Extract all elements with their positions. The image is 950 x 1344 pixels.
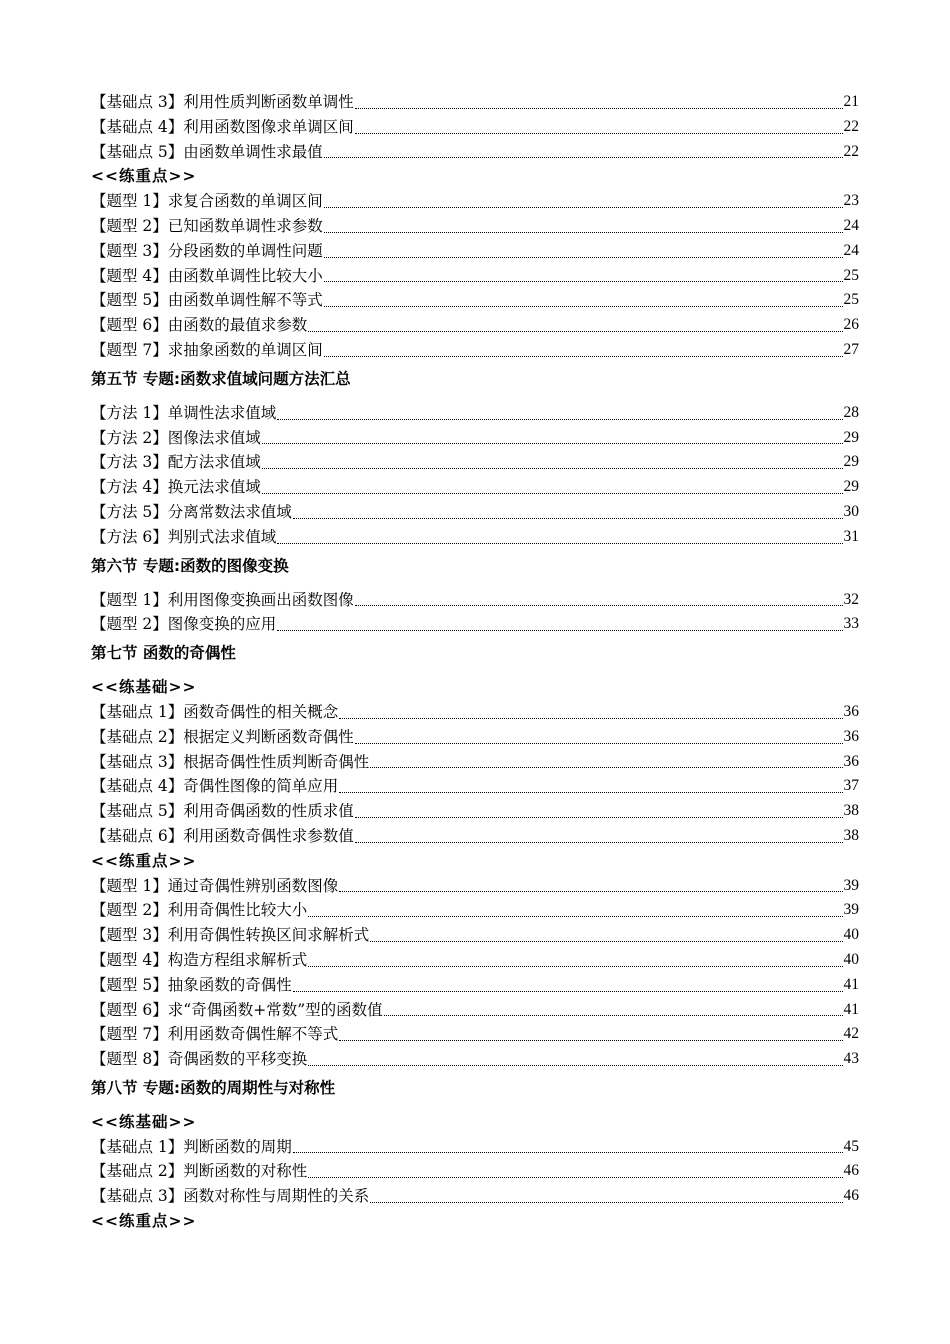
dot-leader	[308, 1065, 842, 1066]
toc-page-number: 41	[843, 975, 859, 993]
toc-entry-label: 【题型 1】通过奇偶性辨别函数图像	[91, 876, 339, 895]
toc-entry-label: 【基础点 5】利用奇偶函数的性质求值	[91, 802, 354, 821]
toc-entry-label: 【题型 5】由函数单调性解不等式	[91, 291, 323, 310]
section-heading[interactable]: 第五节 专题:函数求值域问题方法汇总	[91, 369, 351, 388]
toc-entry[interactable]	[91, 450, 859, 475]
toc-entry[interactable]	[91, 239, 859, 264]
toc-entry[interactable]	[91, 401, 859, 426]
dot-leader	[339, 792, 842, 793]
dot-leader	[308, 331, 842, 332]
dot-leader	[355, 605, 843, 606]
toc-entry-label: 【题型 4】由函数单调性比较大小	[91, 266, 323, 285]
toc-entry[interactable]	[91, 264, 859, 289]
toc-entry[interactable]	[91, 998, 859, 1023]
toc-entry-label: 【基础点 3】根据奇偶性性质判断奇偶性	[91, 752, 370, 771]
toc-entry-label: 【基础点 4】奇偶性图像的简单应用	[91, 777, 339, 796]
toc-entry-label: 【题型 2】已知函数单调性求参数	[91, 216, 323, 235]
toc-page-number: 25	[843, 291, 859, 309]
dot-leader	[277, 630, 842, 631]
toc-entry[interactable]	[91, 799, 859, 824]
toc-entry[interactable]	[91, 874, 859, 899]
toc-entry-label: 【题型 8】奇偶函数的平移变换	[91, 1050, 308, 1069]
toc-entry-label: 【题型 3】分段函数的单调性问题	[91, 241, 323, 260]
toc-entry[interactable]	[91, 313, 859, 338]
group-heading: <<练基础>>	[91, 1112, 197, 1131]
toc-page-number: 25	[843, 266, 859, 284]
dot-leader	[293, 991, 843, 992]
toc-entry[interactable]	[91, 1047, 859, 1072]
toc-entry[interactable]	[91, 189, 859, 214]
toc-entry[interactable]	[91, 1184, 859, 1209]
dot-leader	[262, 493, 843, 494]
dot-leader	[324, 207, 843, 208]
toc-entry-label: 【题型 5】抽象函数的奇偶性	[91, 975, 292, 994]
toc-entry[interactable]	[91, 426, 859, 451]
toc-entry-label: 【方法 6】判别式法求值域	[91, 527, 277, 546]
toc-entry-label: 【方法 2】图像法求值域	[91, 428, 261, 447]
toc-page-number: 21	[843, 93, 859, 110]
toc-page-number: 40	[843, 926, 859, 944]
toc-entry-label: 【基础点 3】利用性质判断函数单调性	[91, 93, 354, 111]
dot-leader	[324, 306, 843, 307]
toc-page-number: 37	[843, 777, 859, 795]
toc-page-number: 43	[843, 1050, 859, 1068]
dot-leader	[339, 718, 842, 719]
toc-page-number: 33	[843, 615, 859, 633]
toc-entry-label: 【题型 6】由函数的最值求参数	[91, 316, 308, 335]
toc-entry[interactable]	[91, 923, 859, 948]
toc-entry-label: 【基础点 5】由函数单调性求最值	[91, 142, 323, 161]
dot-leader	[355, 133, 843, 134]
toc-entry[interactable]	[91, 750, 859, 775]
toc-entry-label: 【题型 2】图像变换的应用	[91, 615, 277, 634]
dot-leader	[308, 1177, 842, 1178]
toc-page-number: 41	[843, 1000, 859, 1018]
toc-entry[interactable]	[91, 500, 859, 525]
toc-page-number: 22	[843, 142, 859, 160]
toc-page-number: 39	[843, 901, 859, 919]
toc-entry-label: 【基础点 6】利用函数奇偶性求参数值	[91, 826, 354, 845]
toc-entry[interactable]	[91, 338, 859, 363]
dot-leader	[324, 257, 843, 258]
dot-leader	[370, 941, 842, 942]
toc-entry[interactable]	[91, 140, 859, 165]
dot-leader	[384, 1015, 843, 1016]
toc-entry[interactable]	[91, 90, 859, 115]
toc-page-number: 29	[843, 428, 859, 446]
toc-page-number: 38	[843, 826, 859, 844]
toc-entry[interactable]	[91, 948, 859, 973]
toc-entry-label: 【基础点 1】函数奇偶性的相关概念	[91, 702, 339, 721]
toc-page-number: 22	[843, 117, 859, 135]
group-heading: <<练重点>>	[91, 1212, 197, 1231]
toc-entry-label: 【方法 4】换元法求值域	[91, 478, 261, 497]
toc-page-number: 36	[843, 727, 859, 745]
dot-leader	[293, 518, 843, 519]
toc-entry-label: 【基础点 3】函数对称性与周期性的关系	[91, 1187, 370, 1206]
toc-page-number: 29	[843, 478, 859, 496]
toc-entry-label: 【基础点 2】根据定义判断函数奇偶性	[91, 727, 354, 746]
toc-entry[interactable]	[91, 612, 859, 637]
toc-page-number: 46	[843, 1187, 859, 1205]
toc-page-number: 24	[843, 241, 859, 259]
dot-leader	[293, 1152, 843, 1153]
toc-page-number: 36	[843, 702, 859, 720]
dot-leader	[339, 1040, 842, 1041]
toc-page-number: 40	[843, 950, 859, 968]
section-heading[interactable]: 第六节 专题:函数的图像变换	[91, 556, 289, 575]
toc-entry[interactable]	[91, 525, 859, 550]
toc-entry[interactable]	[91, 214, 859, 239]
dot-leader	[355, 743, 843, 744]
toc-entry[interactable]	[91, 1135, 859, 1160]
toc-page-number: 24	[843, 216, 859, 234]
toc-entry-label: 【题型 4】构造方程组求解析式	[91, 950, 308, 969]
dot-leader	[355, 108, 843, 109]
toc-page-number: 32	[843, 590, 859, 608]
dot-leader	[370, 1202, 842, 1203]
toc-entry-label: 【题型 1】求复合函数的单调区间	[91, 192, 323, 211]
toc-page-number: 45	[843, 1137, 859, 1155]
toc-entry-label: 【题型 2】利用奇偶性比较大小	[91, 901, 308, 920]
dot-leader	[324, 232, 843, 233]
toc-page-number: 36	[843, 752, 859, 770]
group-heading: <<练重点>>	[91, 167, 197, 186]
dot-leader	[370, 767, 842, 768]
section-heading[interactable]: 第八节 专题:函数的周期性与对称性	[91, 1078, 336, 1097]
dot-leader	[355, 817, 843, 818]
dot-leader	[324, 356, 843, 357]
dot-leader	[308, 916, 842, 917]
toc-page-number: 26	[843, 316, 859, 334]
toc-entry-label: 【题型 7】求抽象函数的单调区间	[91, 340, 323, 359]
toc-page-number: 29	[843, 453, 859, 471]
toc-entry[interactable]	[91, 824, 859, 849]
toc-entry[interactable]	[91, 1159, 859, 1184]
toc-entry-label: 【基础点 2】判断函数的对称性	[91, 1162, 308, 1181]
dot-leader	[339, 891, 842, 892]
toc-entry-label: 【题型 6】求“奇偶函数+常数”型的函数值	[91, 1000, 383, 1019]
toc-entry-label: 【基础点 1】判断函数的周期	[91, 1137, 292, 1156]
dot-leader	[262, 443, 843, 444]
toc-page-number: 30	[843, 502, 859, 520]
dot-leader	[324, 157, 843, 158]
toc-page-number: 28	[843, 403, 859, 421]
toc-entry-label: 【方法 5】分离常数法求值域	[91, 502, 292, 521]
toc-entry-label: 【题型 3】利用奇偶性转换区间求解析式	[91, 926, 370, 945]
toc-page-number: 23	[843, 192, 859, 210]
toc-page-number: 27	[843, 340, 859, 358]
toc-page-number: 46	[843, 1162, 859, 1180]
toc-entry[interactable]	[91, 774, 859, 799]
toc-entry[interactable]	[91, 288, 859, 313]
toc-entry-label: 【方法 1】单调性法求值域	[91, 403, 277, 422]
toc-page-number: 39	[843, 876, 859, 894]
toc-entry-label: 【基础点 4】利用函数图像求单调区间	[91, 117, 354, 136]
dot-leader	[277, 543, 842, 544]
table-of-contents	[91, 90, 859, 1234]
toc-entry[interactable]	[91, 588, 859, 613]
toc-entry[interactable]	[91, 898, 859, 923]
dot-leader	[324, 281, 843, 282]
toc-entry[interactable]	[91, 475, 859, 500]
toc-entry[interactable]	[91, 725, 859, 750]
toc-page-number: 42	[843, 1025, 859, 1043]
toc-entry[interactable]	[91, 973, 859, 998]
section-heading[interactable]: 第七节 函数的奇偶性	[91, 644, 236, 663]
toc-entry[interactable]	[91, 700, 859, 725]
toc-entry-label: 【题型 7】利用函数奇偶性解不等式	[91, 1025, 339, 1044]
dot-leader	[308, 966, 842, 967]
toc-entry[interactable]	[91, 1022, 859, 1047]
toc-entry-label: 【方法 3】配方法求值域	[91, 453, 261, 472]
dot-leader	[355, 842, 843, 843]
toc-entry-label: 【题型 1】利用图像变换画出函数图像	[91, 590, 354, 609]
dot-leader	[262, 468, 843, 469]
toc-page-number: 38	[843, 802, 859, 820]
group-heading: <<练基础>>	[91, 678, 197, 697]
toc-page-number: 31	[843, 527, 859, 545]
toc-entry[interactable]	[91, 115, 859, 140]
group-heading: <<练重点>>	[91, 851, 197, 870]
dot-leader	[277, 419, 842, 420]
